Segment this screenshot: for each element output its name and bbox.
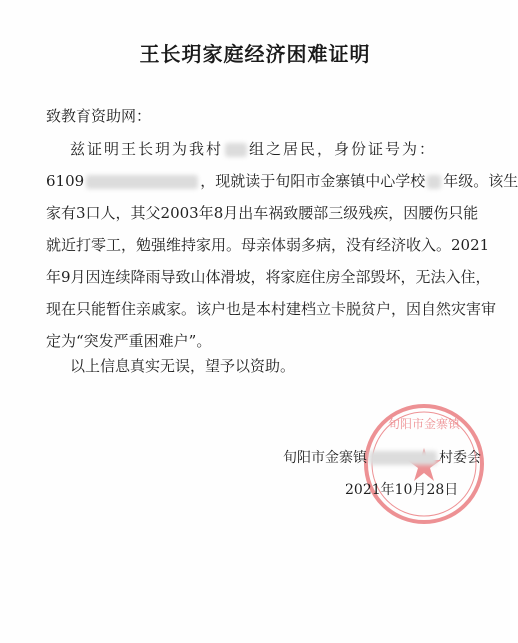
redaction: [86, 175, 198, 189]
document-title: 王长玥家庭经济困难证明: [139, 42, 371, 66]
redaction: [369, 451, 437, 465]
body-line-7: 定为“突发严重困难户”。: [46, 332, 212, 350]
body-line-6: 现在只能暂住亲戚家。该户也是本村建档立卡脱贫户，因自然灾害审: [46, 300, 497, 318]
body-line-1: [70, 140, 495, 158]
body-text: 年级。该生: [443, 172, 518, 190]
closing-line: 以上信息真实无误，望予以资助。: [70, 357, 296, 375]
salutation: 致教育资助网：: [46, 107, 152, 125]
body-line-2: [46, 172, 518, 190]
body-text: 兹证明王长玥为我村: [70, 140, 224, 158]
org-suffix: 村委会: [439, 450, 481, 466]
body-text: ，现就读于旬阳市金寨镇中心学校: [200, 172, 426, 190]
redaction: [225, 143, 247, 157]
seal-text: 旬阳市金寨镇: [387, 417, 461, 431]
org-prefix: 旬阳市金寨镇: [283, 450, 367, 466]
issue-date: 2021年10月28日: [345, 482, 459, 498]
body-line-3: 家有3口人，其父2003年8月出车祸致腰部三级残疾，因腰伤只能: [46, 204, 479, 222]
body-text: 组之居民，身份证号为：: [249, 140, 437, 158]
body-text: 6109: [46, 172, 85, 190]
issuing-organization: [283, 447, 481, 467]
body-line-4: 就近打零工，勉强维持家用。母亲体弱多病，没有经济收入。2021: [46, 236, 490, 254]
redaction: [427, 175, 441, 189]
body-line-5: 年9月因连续降雨导致山体滑坡，将家庭住房全部毁坏，无法入住，: [46, 268, 491, 286]
